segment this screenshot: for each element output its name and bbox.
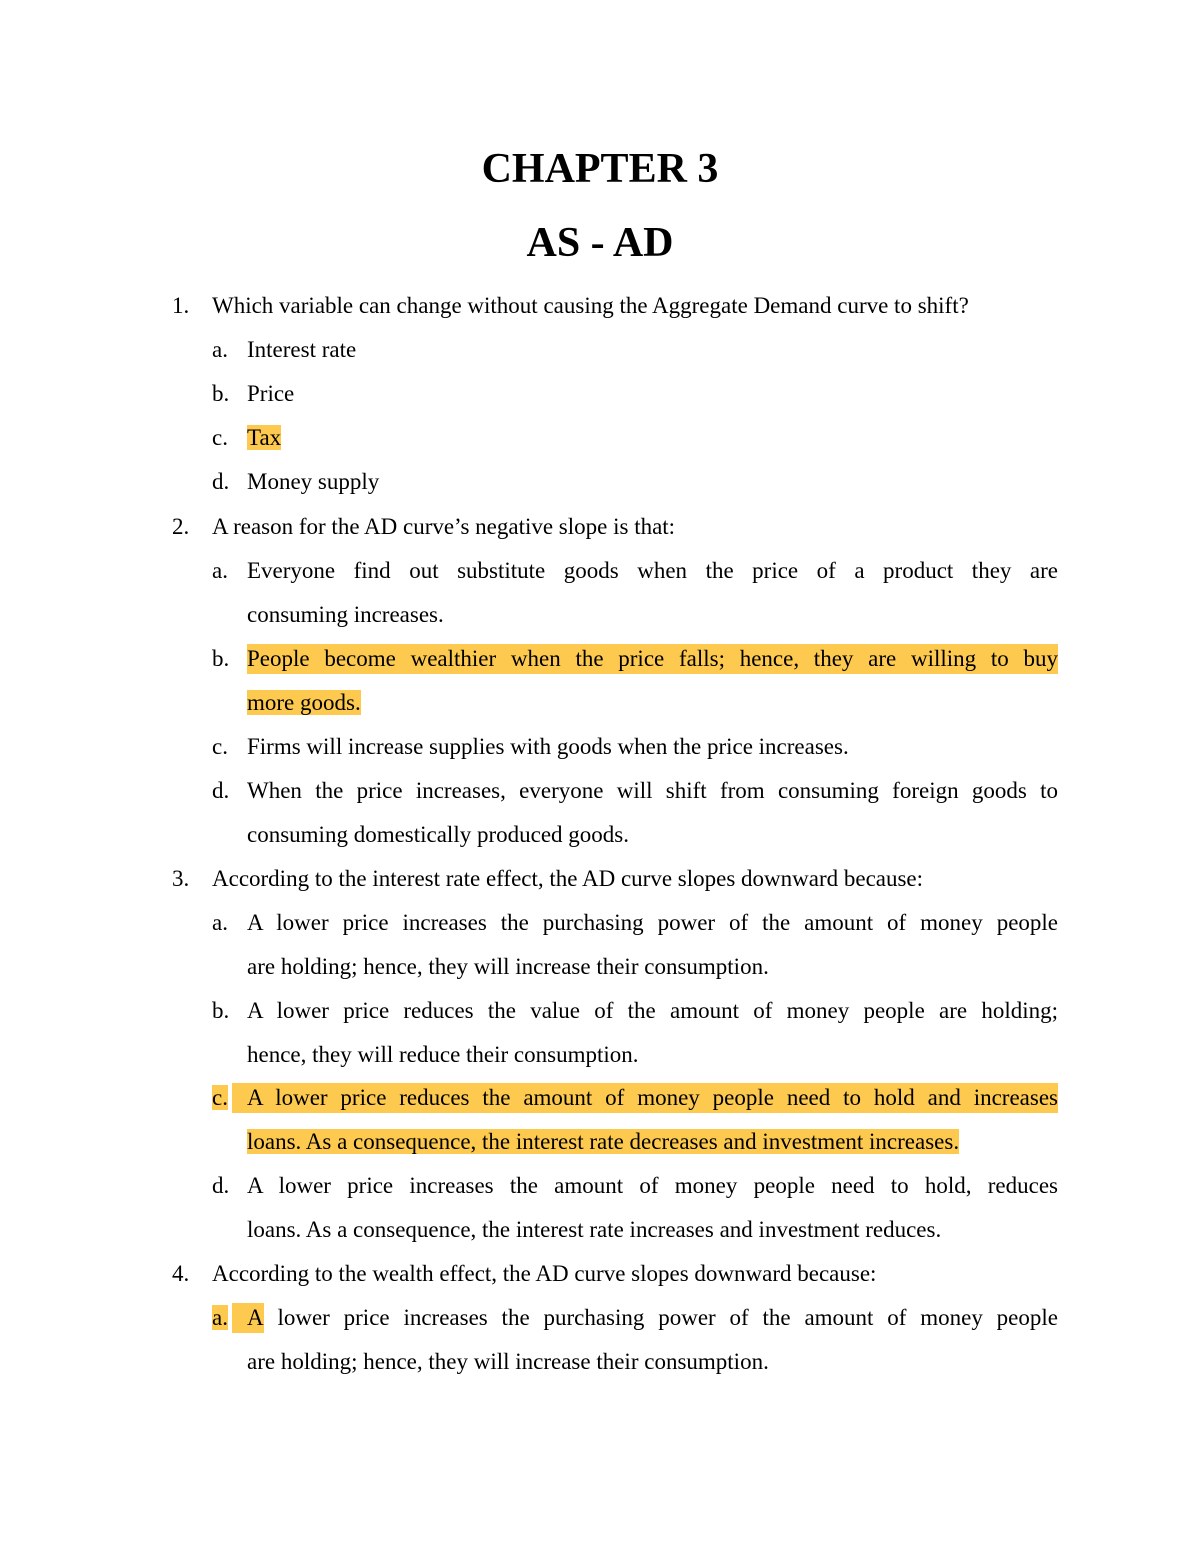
option-text: Money supply (247, 469, 380, 494)
chapter-title: CHAPTER 3 (481, 146, 719, 192)
option-letter: a. (212, 337, 228, 362)
option-text: When the price increases, everyone will shift from consuming foreign goods to (247, 778, 1058, 803)
option-letter: b. (212, 998, 230, 1023)
option-text: are holding; hence, they will increase their consumption. (247, 954, 769, 979)
option-text: Everyone find out substitute goods when the price of a product they are (247, 558, 1058, 583)
question-text: Which variable can change without causing the Aggregate Demand curve to shift? (212, 293, 969, 318)
option-letter: d. (212, 1173, 230, 1198)
answer-highlight: A (247, 1303, 264, 1333)
question-text: A reason for the AD curve’s negative slope is that: (212, 514, 676, 539)
answer-highlight: more goods. (247, 690, 361, 715)
option-letter-highlighted (212, 1083, 228, 1113)
option-letter-highlighted (212, 1303, 228, 1333)
option-text (247, 1303, 1058, 1333)
option-letter: c. (212, 425, 228, 450)
question-text: According to the interest rate effect, the AD curve slopes downward because: (212, 866, 924, 891)
option-text: hence, they will reduce their consumption. (247, 1042, 639, 1067)
question-number: 1. (172, 293, 190, 318)
chapter-subtitle: AS - AD (526, 220, 674, 266)
option-text: Interest rate (247, 337, 357, 362)
option-text: A lower price increases the amount of money people need to hold, reduces (247, 1173, 1058, 1198)
answer-highlight: a. (212, 1305, 228, 1330)
option-text: Price (247, 381, 295, 406)
option-letter: a. (212, 558, 228, 583)
answer-highlight: c. (212, 1085, 228, 1110)
option-text-highlighted (247, 688, 1058, 718)
option-text-highlighted (247, 1127, 1058, 1157)
option-text: A lower price reduces the value of the amount of money people are holding; (247, 998, 1058, 1023)
option-text-highlighted (247, 423, 1058, 453)
option-letter: b. (212, 646, 230, 671)
answer-highlight: loans. As a consequence, the interest rate decreases and investment increases. (247, 1129, 960, 1154)
option-text: consuming increases. (247, 602, 444, 627)
option-letter: a. (212, 910, 228, 935)
option-text-rest: lower price increases the purchasing power of the amount of money people (263, 1305, 1058, 1330)
question-number: 3. (172, 866, 190, 891)
question-text: According to the wealth effect, the AD curve slopes downward because: (212, 1261, 877, 1286)
highlight-gap (232, 1303, 247, 1333)
question-number: 4. (172, 1261, 190, 1286)
option-text: loans. As a consequence, the interest rate increases and investment reduces. (247, 1217, 942, 1242)
option-letter: b. (212, 381, 230, 406)
option-letter: d. (212, 469, 230, 494)
option-text: are holding; hence, they will increase their consumption. (247, 1349, 769, 1374)
answer-highlight: Tax (247, 425, 282, 450)
highlight-gap (232, 1083, 247, 1113)
option-letter: d. (212, 778, 230, 803)
answer-highlight: A lower price reduces the amount of money people need to hold and increases (247, 1083, 1058, 1113)
option-text: A lower price increases the purchasing power of the amount of money people (247, 910, 1058, 935)
option-letter: c. (212, 734, 228, 759)
question-number: 2. (172, 514, 190, 539)
answer-highlight: People become wealthier when the price falls; hence, they are willing to buy (247, 644, 1058, 674)
option-text: consuming domestically produced goods. (247, 822, 629, 847)
option-text: Firms will increase supplies with goods when the price increases. (247, 734, 849, 759)
